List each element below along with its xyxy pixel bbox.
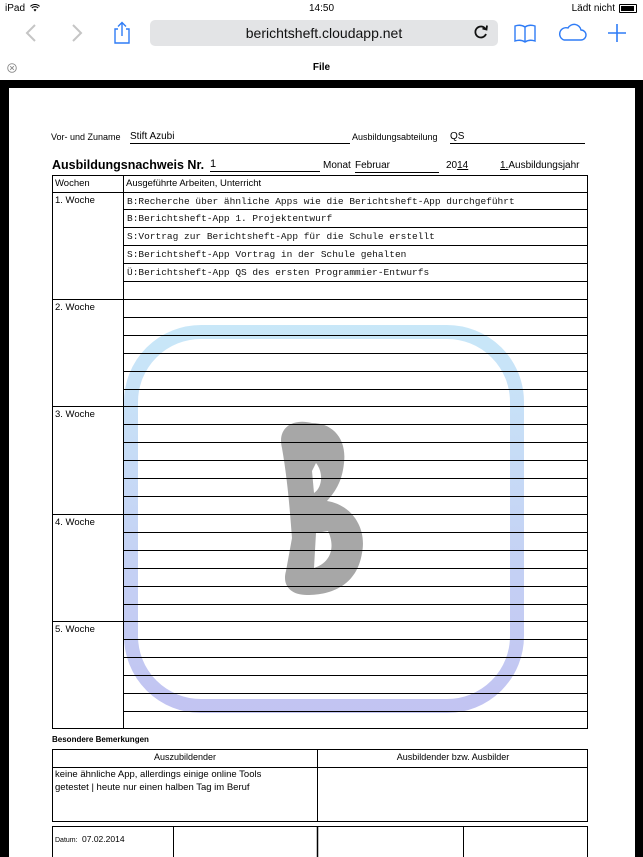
loading-status: Lädt nicht — [571, 3, 615, 14]
week-label: 1. Woche — [55, 195, 95, 206]
share-button[interactable] — [110, 20, 134, 46]
weeks-column-header: Wochen — [55, 178, 90, 189]
back-icon — [25, 23, 37, 43]
work-entry: B:Berichtsheft-App 1. Projektentwurf — [127, 213, 333, 224]
date-field — [55, 830, 125, 846]
name-value: Stift Azubi — [130, 131, 175, 142]
remarks-title: Besondere Bemerkungen — [52, 735, 149, 744]
trainee-remark-line: keine ähnliche App, allerdings einige online Tools — [55, 769, 262, 780]
work-column-header: Ausgeführte Arbeiten, Unterricht — [126, 178, 262, 189]
tab-bar — [0, 58, 643, 80]
trainer-header: Ausbildender bzw. Ausbilder — [396, 752, 510, 762]
tab-title[interactable]: File — [312, 62, 331, 73]
address-bar[interactable] — [150, 20, 498, 46]
year-prefix: 20 — [446, 160, 458, 171]
device-label: iPad — [5, 3, 26, 14]
department-label: Ausbildungsabteilung — [352, 132, 438, 142]
reload-icon[interactable] — [472, 23, 490, 41]
status-right — [572, 3, 637, 14]
trainee-header: Auszubildender — [153, 752, 217, 762]
icloud-tabs-button[interactable] — [556, 20, 588, 46]
browser-toolbar — [0, 18, 643, 48]
training-year-number: 1. — [500, 160, 509, 171]
trainee-remark-line: getestet | heute nur einen halben Tag im Beruf — [55, 782, 250, 793]
week-label: 5. Woche — [55, 624, 95, 635]
share-icon — [112, 21, 132, 45]
forward-icon — [71, 23, 83, 43]
work-entry: Ü:Berichtsheft-App QS des ersten Programmier-Entwurfs — [127, 267, 430, 278]
week-label: 4. Woche — [55, 517, 95, 528]
date-label: Datum: — [55, 837, 78, 844]
week-label: 2. Woche — [55, 302, 95, 313]
cloud-icon — [557, 23, 587, 43]
clock: 14:50 — [308, 3, 335, 14]
new-tab-button[interactable] — [604, 20, 630, 46]
document-title: Ausbildungsnachweis Nr. — [52, 158, 205, 172]
week-label: 3. Woche — [55, 409, 95, 420]
bookmarks-icon — [513, 23, 537, 43]
month-value: Februar — [355, 160, 391, 171]
work-entry: S:Berichtsheft-App Vortrag in der Schule gehalten — [127, 249, 407, 260]
status-bar — [0, 0, 643, 18]
date-value: 07.02.2014 — [82, 834, 125, 844]
forward-button[interactable] — [66, 20, 88, 46]
document-page[interactable] — [9, 88, 635, 857]
remarks-table — [9, 88, 635, 857]
document-number: 1 — [210, 158, 217, 170]
department-value: QS — [450, 131, 465, 142]
new-tab-icon — [607, 23, 627, 43]
bookmarks-button[interactable] — [512, 20, 538, 46]
work-entry: S:Vortrag zur Berichtsheft-App für die Schule erstellt — [127, 231, 435, 242]
name-label: Vor- und Zuname — [51, 132, 121, 142]
battery-icon — [619, 4, 637, 13]
month-label: Monat — [323, 160, 351, 171]
work-entry: B:Recherche über ähnliche Apps wie die Berichtsheft-App durchgeführt — [127, 196, 515, 207]
year-suffix: 14 — [457, 160, 469, 171]
back-button[interactable] — [20, 20, 42, 46]
training-year-label: Ausbildungsjahr — [508, 160, 580, 171]
url-text: berichtsheft.cloudapp.net — [245, 25, 403, 41]
